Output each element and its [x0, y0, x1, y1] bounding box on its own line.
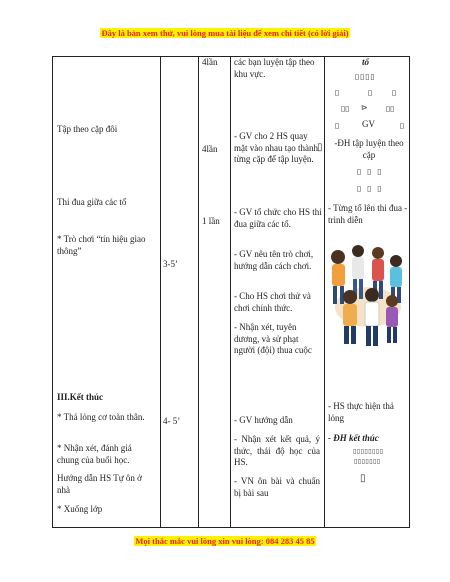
teacher-note: - Nhận xét kết quả, ý thức, thái độ học của HS.: [234, 434, 320, 467]
teacher-note: - GV tổ chức cho HS thi đua giữa các tổ.: [234, 207, 322, 229]
column-divider: [230, 56, 231, 528]
teacher-note: - Cho HS chơi thử và chơi chính thức.: [234, 291, 311, 313]
teacher-position-label: GV: [362, 119, 375, 129]
time-game: 3-5’: [163, 259, 178, 269]
teacher-mark-icon: ▯: [360, 473, 366, 484]
student-row-icon: ▯▯▯▯▯▯▯: [354, 458, 381, 465]
column-divider: [198, 56, 199, 528]
teacher-note: - GV nêu tên trò chơi, hướng dẫn cách chơi.: [234, 249, 314, 271]
time-end: 4- 5’: [163, 416, 181, 426]
end-item: Hướng dẫn HS Tự ôn ở nhà: [57, 473, 142, 495]
column-divider: [324, 56, 325, 528]
pair-practice-label: Tập theo cặp đôi: [57, 124, 118, 134]
table-border: [409, 56, 410, 528]
header-notice: Đây là bản xem thử, vui lòng mua tài liệu để xem chi tiết (có lời giải): [101, 28, 349, 38]
end-formation-label: - ĐH kết thúc: [328, 433, 379, 443]
repetition: 4lần: [202, 144, 218, 154]
table-border: [52, 56, 53, 528]
teacher-note: - VN ôn bài và chuẩn bị bài sau: [234, 476, 320, 498]
student-mark-icon: ▯: [368, 88, 373, 97]
student-mark-icon: ▯: [317, 142, 323, 153]
contest-formation-label: - Từng tổ lên thi đua - trình diễn: [328, 203, 408, 225]
student-pair-icon: ▯▯▯: [357, 184, 388, 193]
student-pair-icon: ▯▯▯: [357, 167, 388, 176]
table-border: [52, 56, 410, 57]
students-playing-illustration: [328, 237, 408, 355]
student-marks-icon: ▯▯: [341, 104, 350, 113]
lesson-table: [52, 56, 410, 528]
end-item: * Nhận xét, đánh giá chung của buổi học.: [57, 443, 132, 465]
student-marks-icon: ▯▯: [386, 104, 395, 113]
end-item: * Xuống lớp: [57, 504, 103, 514]
column-divider: [160, 56, 161, 528]
student-row-icon: ▯▯▯▯▯▯▯▯: [353, 448, 384, 455]
teacher-note: - GV hướng dẫn: [234, 415, 293, 425]
repetition: 1 lần: [202, 216, 220, 226]
repetition: 4lần: [202, 57, 218, 67]
teacher-note: - GV cho 2 HS quay mặt vào nhau tạo thành từng cặp để tập luyện.: [234, 131, 318, 164]
pole-icon: ⊳: [361, 103, 368, 112]
end-activity-label: - HS thực hiện thả lỏng: [328, 401, 394, 423]
pair-formation-label: -ĐH tập luyện theo cặp: [334, 138, 404, 160]
student-mark-icon: ▯: [335, 121, 340, 130]
student-mark-icon: ▯: [335, 88, 340, 97]
game-label: * Trò chơi “tín hiệu giao thông”: [57, 234, 146, 256]
student-marks-icon: ▯▯▯▯: [355, 72, 376, 81]
student-mark-icon: ▯: [392, 88, 397, 97]
group-contest-label: Thi đua giữa các tổ: [57, 197, 127, 207]
footer-notice: Mọi thắc mắc vui lòng xin vui lòng: 084 283 45 85: [135, 536, 315, 546]
teacher-note: các bạn luyện tập theo khu vực.: [234, 57, 315, 79]
group-label: tổ: [362, 57, 370, 67]
table-border: [52, 527, 410, 528]
teacher-note: - Nhận xét, tuyên dương, và sử phạt người (đội) thua cuộc: [234, 322, 312, 355]
end-section-title: III.Kết thúc: [57, 392, 104, 402]
end-item: * Thả lỏng cơ toàn thân.: [57, 412, 145, 422]
student-mark-icon: ▯: [400, 121, 405, 130]
